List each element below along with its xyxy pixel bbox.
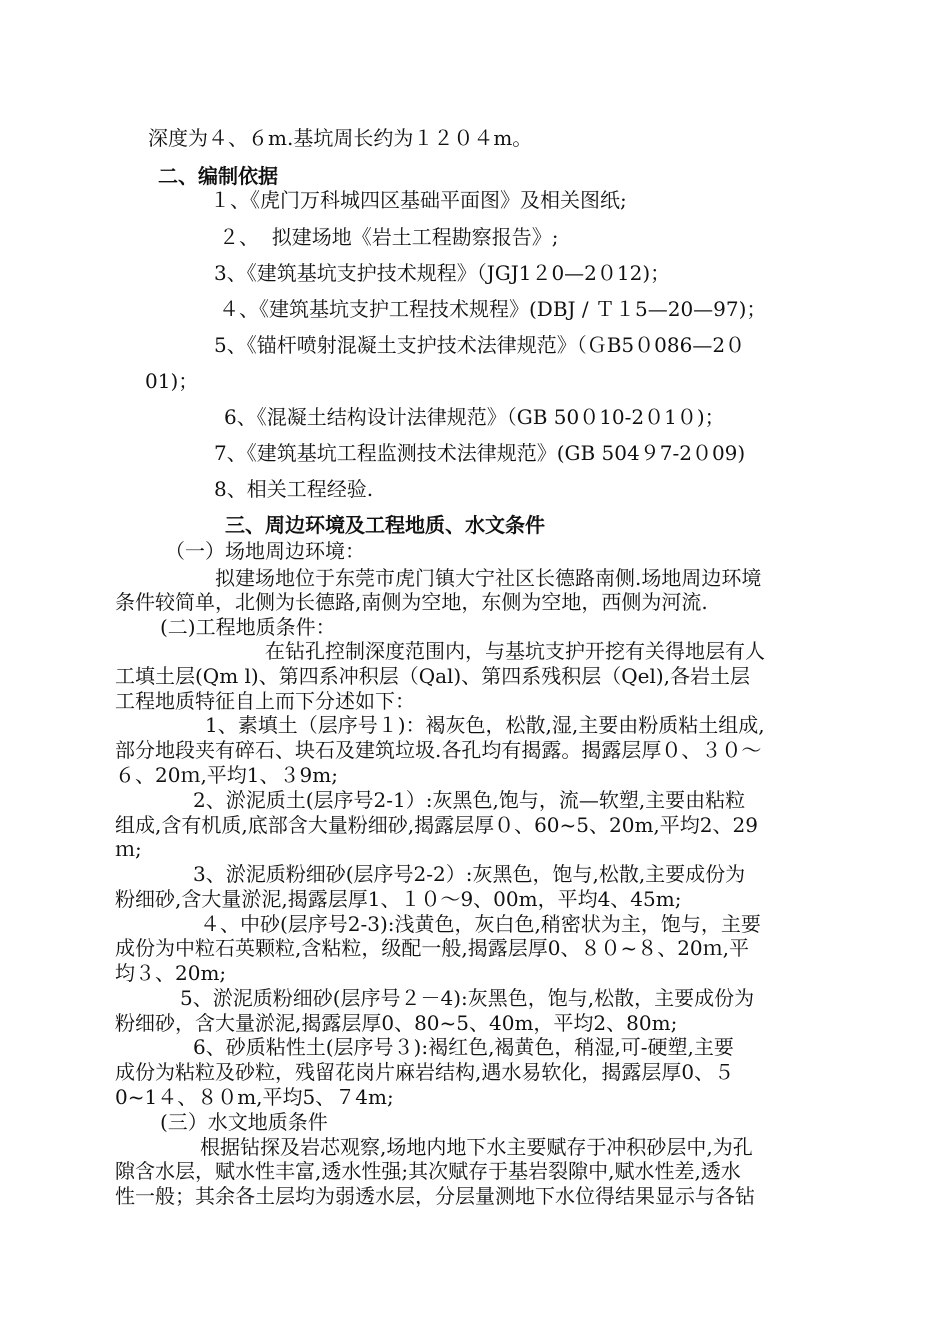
geo-line-8: 组成,含有机质,底部含大量粉细砂,揭露层厚０、60~5、20m,平均2、29 xyxy=(115,813,758,837)
basis-item-4: ４、《建筑基坑支护工程技术规程》(DBJ / Ｔ１5—20—97)； xyxy=(219,297,767,321)
geo-line-13: 成份为中粒石英颗粒,含粘粒，级配一般,揭露层厚0、８０~８、20ｍ,平 xyxy=(115,936,750,960)
hydro-line-2: 隙含水层，赋水性丰富,透水性强;其次赋存于基岩裂隙中,赋水性差,透水 xyxy=(115,1159,741,1183)
geo-line-5: 部分地段夹有碎石、块石及建筑垃圾.各孔均有揭露。揭露层厚０、３０～ xyxy=(115,738,762,762)
hydro-line-1: 根据钻探及岩芯观察,场地内地下水主要赋存于冲积砂层中,为孔 xyxy=(200,1135,753,1159)
basis-item-7: 7、《建筑基坑工程监测技术法律规范》(GB 504９7-2０09) xyxy=(214,441,746,465)
geo-line-10: 3、淤泥质粉细砂(层序号2-2）:灰黑色，饱与,松散,主要成份为 xyxy=(193,862,746,886)
geo-line-14: 均３、20m; xyxy=(115,961,227,985)
basis-item-5: 5、《锚杆喷射混凝土支护技术法律规范》（ＧB5０086—2０ xyxy=(214,333,746,357)
section-2-heading: 二、编制依据 xyxy=(158,164,278,188)
geo-line-4: 1、素填土（层序号１)：褐灰色，松散,湿,主要由粉质粘土组成, xyxy=(205,713,765,737)
subsection-1-title: （一）场地周边环境： xyxy=(165,539,365,563)
basis-item-2: ２、 拟建场地《岩土工程勘察报告》; xyxy=(219,225,559,249)
section-3-heading: 三、周边环境及工程地质、水文条件 xyxy=(225,513,545,537)
geo-line-9: ｍ; xyxy=(115,837,142,861)
geo-line-1: 在钻孔控制深度范围内，与基坑支护开挖有关得地层有人 xyxy=(265,639,765,663)
geo-line-11: 粉细砂,含大量淤泥,揭露层厚1、１０～9、00m，平均4、45m; xyxy=(115,887,682,911)
geo-line-18: 成份为粘粒及砂粒，残留花岗片麻岩结构,遇水易软化，揭露层厚0、５ xyxy=(115,1060,735,1084)
subsection-2-title: (二)工程地质条件： xyxy=(160,615,336,639)
intro-paragraph: 深度为４、６m.基坑周长约为１２０４m。 xyxy=(148,126,533,150)
basis-item-3: 3、《建筑基坑支护技术规程》（JGJ1２0—2０12)； xyxy=(214,261,671,285)
geo-line-12: ４、中砂(层序号2-3):浅黄色，灰白色,稍密状为主，饱与，主要 xyxy=(200,912,761,936)
env-line-2: 条件较简单，北侧为长德路,南侧为空地，东侧为空地，西侧为河流. xyxy=(115,590,708,614)
hydro-line-3: 性一般；其余各土层均为弱透水层，分层量测地下水位得结果显示与各钻 xyxy=(115,1184,755,1208)
geo-line-17: 6、砂质粘性土(层序号３):褐红色,褐黄色，稍湿,可-硬塑,主要 xyxy=(193,1035,734,1059)
subsection-3-title: (三）水文地质条件 xyxy=(160,1110,328,1134)
geo-line-16: 粉细砂，含大量淤泥,揭露层厚0、80~5、40m，平均2、80m; xyxy=(115,1011,678,1035)
geo-line-2: 工填土层(Qm l)、第四系冲积层（Qal)、第四系残积层（Qel),各岩土层 xyxy=(115,664,751,688)
env-line-1: 拟建场地位于东莞市虎门镇大宁社区长德路南侧.场地周边环境 xyxy=(215,566,762,590)
geo-line-6: ６、20ｍ,平均1、３9m; xyxy=(115,763,338,787)
basis-item-6: 6、《混凝土结构设计法律规范》（GB 50０10-2０1０)； xyxy=(224,405,725,429)
geo-line-15: 5、淤泥质粉细砂(层序号２－4):灰黑色，饱与,松散，主要成份为 xyxy=(180,986,755,1010)
basis-item-1: １、《虎门万科城四区基础平面图》及相关图纸; xyxy=(210,188,627,212)
geo-line-7: 2、淤泥质土(层序号2-1）:灰黑色,饱与，流—软塑,主要由粘粒 xyxy=(193,788,746,812)
geo-line-3: 工程地质特征自上而下分述如下： xyxy=(115,689,415,713)
geo-line-19: 0~1４、８０m,平均5、７4m; xyxy=(115,1085,394,1109)
basis-item-8: 8、相关工程经验. xyxy=(214,477,374,501)
basis-item-5-cont: 01)； xyxy=(145,369,199,393)
